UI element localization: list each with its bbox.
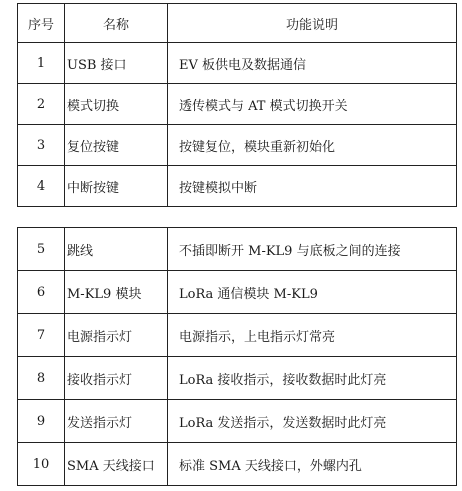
row-name: 跳线 [65,228,168,271]
table-row [18,166,457,207]
row-function: 透传模式与 AT 模式切换开关 [168,84,457,125]
table-row [18,357,457,400]
table-row [18,314,457,357]
row-index: 9 [18,400,65,443]
row-function: EV 板供电及数据通信 [168,43,457,84]
component-table-bottom [17,227,457,486]
table-row [18,125,457,166]
header-row [18,4,457,43]
row-function: LoRa 通信模块 M-KL9 [168,271,457,314]
row-index: 5 [18,228,65,271]
row-index: 3 [18,125,65,166]
row-name: 中断按键 [65,166,168,207]
row-name: 复位按键 [65,125,168,166]
header-name: 名称 [65,4,168,43]
row-name: M-KL9 模块 [65,271,168,314]
row-index: 7 [18,314,65,357]
row-name: 接收指示灯 [65,357,168,400]
row-name: 发送指示灯 [65,400,168,443]
row-index: 6 [18,271,65,314]
row-name: SMA 天线接口 [65,443,168,486]
header-function: 功能说明 [168,4,457,43]
row-index: 8 [18,357,65,400]
table-row [18,43,457,84]
header-index: 序号 [18,4,65,43]
row-function: 按键复位，模块重新初始化 [168,125,457,166]
row-index: 1 [18,43,65,84]
table-row [18,400,457,443]
row-name: 电源指示灯 [65,314,168,357]
row-name: USB 接口 [65,43,168,84]
table-row [18,84,457,125]
row-function: 按键模拟中断 [168,166,457,207]
row-index: 4 [18,166,65,207]
row-function: 标准 SMA 天线接口，外螺内孔 [168,443,457,486]
table-row [18,271,457,314]
row-index: 10 [18,443,65,486]
row-function: 不插即断开 M-KL9 与底板之间的连接 [168,228,457,271]
row-function: LoRa 发送指示，发送数据时此灯亮 [168,400,457,443]
table-row [18,443,457,486]
table-row [18,228,457,271]
row-index: 2 [18,84,65,125]
row-name: 模式切换 [65,84,168,125]
row-function: 电源指示，上电指示灯常亮 [168,314,457,357]
component-table-top [17,3,457,207]
row-function: LoRa 接收指示，接收数据时此灯亮 [168,357,457,400]
